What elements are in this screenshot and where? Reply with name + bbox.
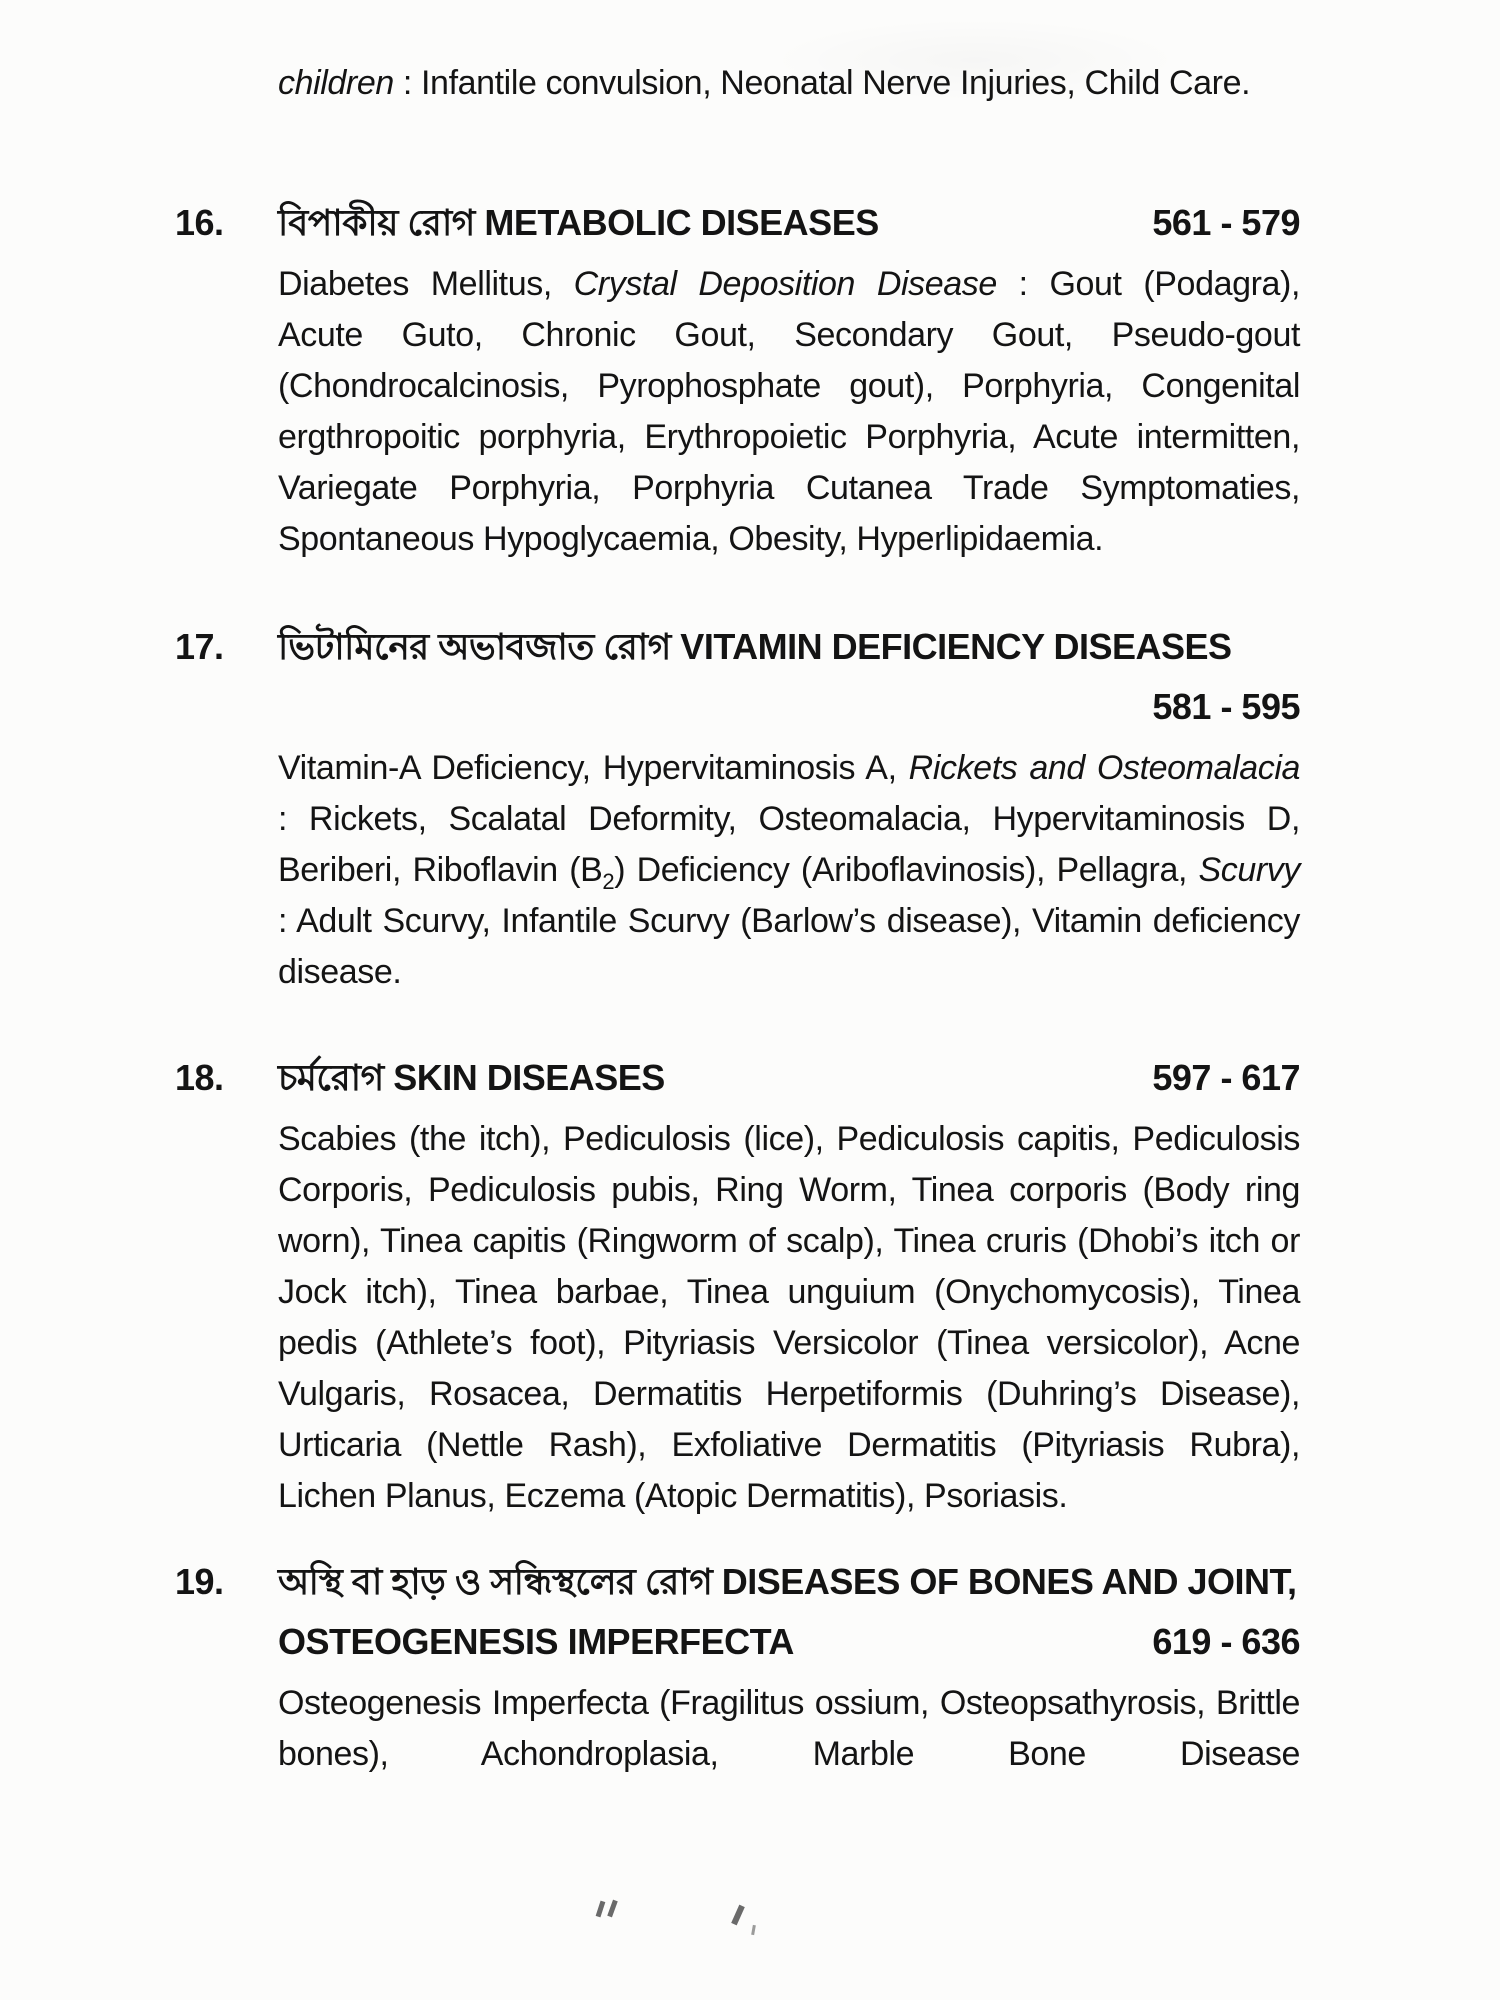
entry-content <box>278 617 1300 998</box>
entry-description: Diabetes Mellitus, Crystal Deposition Disease : Gout (Podagra), Acute Guto, Chronic Gout, Secondary Gout, Pseudo-gout (Chondrocalcinosis, Pyrophosphate gout), Porphyria, Congenital ergthropoitic porphyria, Erythropoietic Porphyria, Acute intermitten, Variegate Porphyria, Porphyria Cutanea Trade Symptomaties, Spontaneous Hypoglycaemia, Obesity, Hyperlipidaemia. <box>278 265 1300 558</box>
entry-number: 19. <box>175 1561 224 1602</box>
toc-entry-bone-joint-diseases <box>175 1552 1300 1780</box>
entry-heading <box>278 1552 1300 1672</box>
entry-number: 16. <box>175 202 224 243</box>
intro-paragraph <box>278 58 1300 109</box>
entry-page-range: 619 - 636 <box>1152 1621 1300 1662</box>
entry-number: 17. <box>175 626 224 667</box>
entry-description: Vitamin-A Deficiency, Hypervitaminosis A, Rickets and Osteomalacia : Rickets, Scalatal Deformity, Osteomalacia, Hypervitaminosis D, Beriberi, Riboflavin $(B_2)$ Deficiency (Ariboflavinosis), Pellagra, Scurvy : Adult Scurvy, Infantile Scurvy (Barlow’s disease), Vitamin deficiency disease. <box>278 749 1300 991</box>
entry-page-range: 561 - 579 <box>1152 202 1300 243</box>
entry-page-range: 597 - 617 <box>1152 1057 1300 1098</box>
entry-number: 18. <box>175 1057 224 1098</box>
entry-heading <box>278 617 1300 737</box>
entry-description: Scabies (the itch), Pediculosis (lice), Pediculosis capitis, Pediculosis Corporis, Pediculosis pubis, Ring Worm, Tinea corporis (Body ring worn), Tinea capitis (Ringworm of scalp), Tinea cruris (Dhobi’s itch or Jock itch), Tinea barbae, Tinea unguium (Onychomycosis), Tinea pedis (Athlete’s foot), Pityriasis Versicolor (Tinea versicolor), Acne Vulgaris, Rosacea, Dermatitis Herpetiformis (Duhring’s Disease), Urticaria (Nettle Rash), Exfoliative Dermatitis (Pityriasis Rubra), Lichen Planus, Eczema (Atopic Dermatitis), Psoriasis. <box>278 1120 1300 1515</box>
entry-heading <box>278 193 1300 253</box>
entry-title: ভিটামিনের অভাবজাত রোগ VITAMIN DEFICIENCY DISEASES <box>278 626 1232 667</box>
intro-italic-lead: children <box>278 64 394 102</box>
entry-title: চর্মরোগ SKIN DISEASES <box>278 1057 665 1098</box>
entry-title: বিপাকীয় রোগ METABOLIC DISEASES <box>278 202 879 243</box>
entry-page-range: 581 - 595 <box>1152 686 1300 727</box>
entry-description: Osteogenesis Imperfecta (Fragilitus ossium, Osteopsathyrosis, Brittle bones), Achondroplasia, Marble Bone Disease <box>278 1684 1300 1773</box>
toc-entry-skin-diseases <box>175 1048 1300 1522</box>
toc-entry-vitamin-deficiency-diseases <box>175 617 1300 998</box>
intro-text: : Infantile convulsion, Neonatal Nerve Injuries, Child Care. <box>393 64 1251 102</box>
entry-content <box>278 1552 1300 1780</box>
entry-content <box>278 1048 1300 1522</box>
entry-title: অস্থি বা হাড় ও সন্ধিস্থলের রোগ DISEASES OF BONES AND JOINT, OSTEOGENESIS IMPERFECTA <box>278 1561 1297 1662</box>
toc-entry-metabolic-diseases <box>175 193 1300 565</box>
entry-page-range-line <box>278 677 1300 737</box>
entry-heading <box>278 1048 1300 1108</box>
entry-content <box>278 193 1300 565</box>
